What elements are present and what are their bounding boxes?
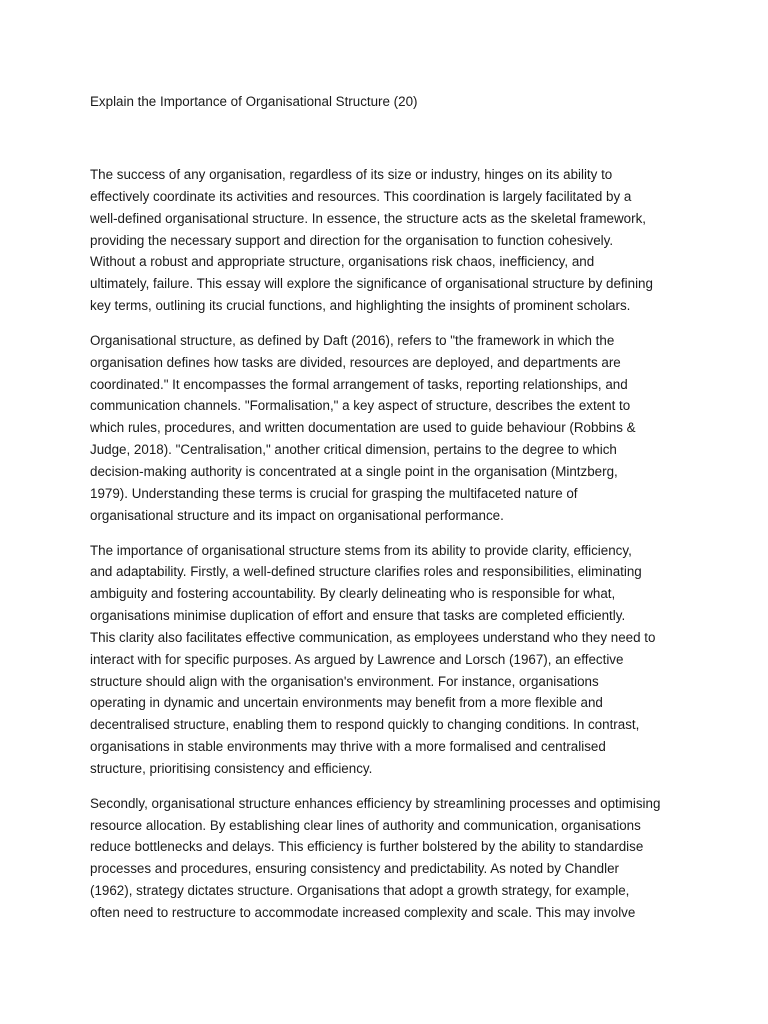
text-line: organisational structure and its impact on organisational performance. [90, 507, 504, 523]
text-line: structure, prioritising consistency and efficiency. [90, 760, 373, 776]
text-line: The success of any organisation, regardless of its size or industry, hinges on its ability to [90, 167, 613, 182]
text-line: This clarity also facilitates effective communication, as employees understand who they need to [90, 629, 656, 645]
text-line: ultimately, failure. This essay will explore the significance of organisational structure by defining [90, 276, 653, 292]
text-line: 1979). Understanding these terms is crucial for grasping the multifaceted nature of [90, 485, 578, 501]
text-line: Secondly, organisational structure enhances efficiency by streamlining processes and optimising [90, 795, 661, 811]
text-line: organisation defines how tasks are divided, resources are deployed, and departments are [90, 354, 621, 370]
paragraph-definitions [90, 330, 682, 527]
text-line: key terms, outlining its crucial functions, and highlighting the insights of prominent scholars. [90, 298, 631, 314]
text-line: decision-making authority is concentrated at a single point in the organisation (Mintzberg, [90, 463, 618, 479]
text-line: decentralised structure, enabling them to respond quickly to changing conditions. In contrast, [90, 717, 640, 733]
text-line: Organisational structure, as defined by Daft (2016), refers to "the framework in which the [90, 332, 615, 348]
text-line: which rules, procedures, and written documentation are used to guide behaviour (Robbins & [90, 420, 636, 436]
text-line: and adaptability. Firstly, a well-defined structure clarifies roles and responsibilities, eliminating [90, 564, 642, 580]
document-title: Explain the Importance of Organisational Structure (20) [90, 94, 418, 109]
text-line: interact with for specific purposes. As argued by Lawrence and Lorsch (1967), an effective [90, 651, 624, 667]
text-line: coordinated." It encompasses the formal arrangement of tasks, reporting relationships, and [90, 376, 628, 392]
text-line: providing the necessary support and direction for the organisation to function cohesively. [90, 232, 614, 248]
text-line: reduce bottlenecks and delays. This efficiency is further bolstered by the ability to standardise [90, 839, 644, 855]
text-line: (1962), strategy dictates structure. Organisations that adopt a growth strategy, for example, [90, 883, 630, 899]
text-line: processes and procedures, ensuring consistency and predictability. As noted by Chandler [90, 861, 619, 877]
text-line: structure should align with the organisation's environment. For instance, organisations [90, 673, 599, 689]
text-line: Judge, 2018). "Centralisation," another critical dimension, pertains to the degree to which [90, 442, 617, 458]
paragraph-efficiency [90, 793, 682, 924]
paragraph-importance [90, 540, 682, 780]
text-line: Without a robust and appropriate structure, organisations risk chaos, inefficiency, and [90, 254, 595, 270]
text-line: effectively coordinate its activities and resources. This coordination is largely facilitated by a [90, 188, 632, 204]
text-line: organisations minimise duplication of effort and ensure that tasks are completed efficiently. [90, 608, 626, 624]
text-line: communication channels. "Formalisation," a key aspect of structure, describes the extent to [90, 398, 631, 414]
text-line: resource allocation. By establishing clear lines of authority and communication, organisations [90, 817, 641, 833]
text-line: often need to restructure to accommodate increased complexity and scale. This may involve [90, 905, 636, 920]
text-line: organisations in stable environments may thrive with a more formalised and centralised [90, 739, 606, 755]
text-line: ambiguity and fostering accountability. By clearly delineating who is responsible for what, [90, 586, 616, 602]
text-line: operating in dynamic and uncertain environments may benefit from a more flexible and [90, 695, 603, 711]
document-body [90, 92, 682, 937]
text-line: The importance of organisational structure stems from its ability to provide clarity, efficiency, [90, 542, 632, 558]
paragraph-introduction [90, 164, 682, 317]
text-line: well-defined organisational structure. In essence, the structure acts as the skeletal framework, [90, 210, 646, 226]
